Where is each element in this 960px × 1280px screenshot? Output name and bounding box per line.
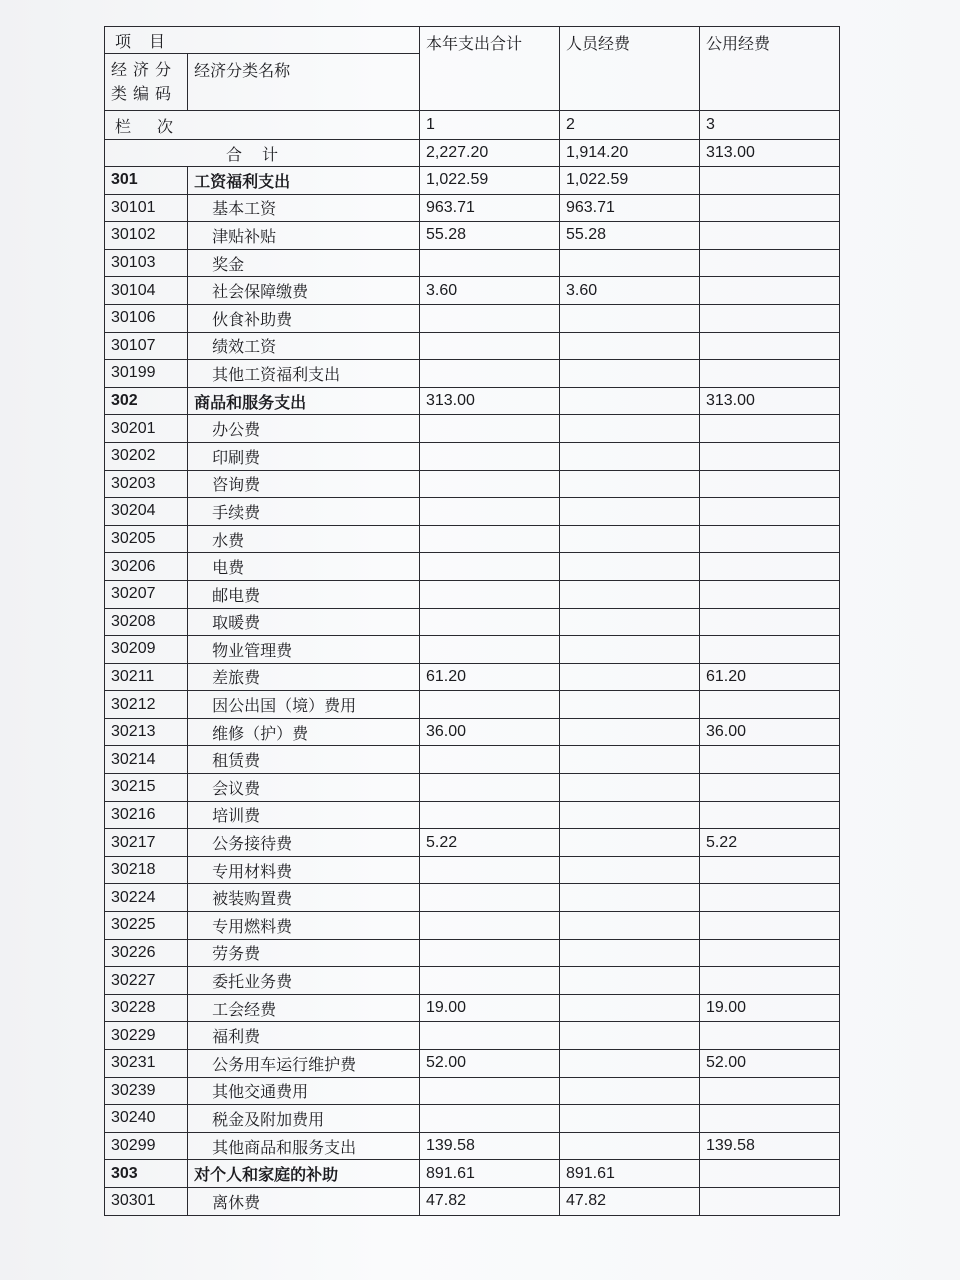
code-cell: 30217 <box>105 829 188 857</box>
name-cell: 租赁费 <box>188 746 420 774</box>
personnel-cell <box>559 856 699 884</box>
table-row <box>105 718 840 746</box>
personnel-cell <box>559 304 699 332</box>
total-cell <box>419 498 559 526</box>
table-row <box>105 636 840 664</box>
code-cell: 30102 <box>105 222 188 250</box>
name-cell: 会议费 <box>188 774 420 802</box>
personnel-cell <box>559 691 699 719</box>
code-cell: 30204 <box>105 498 188 526</box>
personnel-cell <box>559 1105 699 1133</box>
total-cell <box>419 801 559 829</box>
code-cell: 30207 <box>105 580 188 608</box>
table-row <box>105 580 840 608</box>
name-cell: 工会经费 <box>188 994 420 1022</box>
table-row <box>105 415 840 443</box>
code-cell: 30211 <box>105 663 188 691</box>
code-cell: 30218 <box>105 856 188 884</box>
col2-title-cell: 人员经费 <box>559 27 699 111</box>
personnel-cell <box>559 663 699 691</box>
table-row <box>105 249 840 277</box>
table-row <box>105 470 840 498</box>
code-cell: 30229 <box>105 1022 188 1050</box>
name-cell: 离休费 <box>188 1187 420 1215</box>
public-cell <box>699 249 839 277</box>
code-cell: 30216 <box>105 801 188 829</box>
name-cell: 税金及附加费用 <box>188 1105 420 1133</box>
code-cell: 30208 <box>105 608 188 636</box>
public-cell <box>699 1105 839 1133</box>
name-cell: 其他商品和服务支出 <box>188 1132 420 1160</box>
table-row <box>105 1160 840 1188</box>
code-cell: 30226 <box>105 939 188 967</box>
total-cell: 55.28 <box>419 222 559 250</box>
code-cell: 30106 <box>105 304 188 332</box>
personnel-cell <box>559 498 699 526</box>
total-cell: 19.00 <box>419 994 559 1022</box>
public-cell <box>699 856 839 884</box>
name-cell: 工资福利支出 <box>188 167 420 195</box>
name-cell: 基本工资 <box>188 194 420 222</box>
table-row <box>105 1077 840 1105</box>
code-cell: 30209 <box>105 636 188 664</box>
public-cell <box>699 912 839 940</box>
public-cell <box>699 801 839 829</box>
name-cell: 物业管理费 <box>188 636 420 664</box>
col1-title-cell: 本年支出合计 <box>419 27 559 111</box>
table-row <box>105 856 840 884</box>
code-cell: 30201 <box>105 415 188 443</box>
code-cell: 30240 <box>105 1105 188 1133</box>
public-cell <box>699 1187 839 1215</box>
table-row <box>105 939 840 967</box>
public-cell <box>699 360 839 388</box>
col3-title-cell: 公用经费 <box>699 27 839 111</box>
code-cell: 30299 <box>105 1132 188 1160</box>
code-cell: 30107 <box>105 332 188 360</box>
total-cell <box>419 525 559 553</box>
public-cell <box>699 415 839 443</box>
personnel-cell: 1,022.59 <box>559 167 699 195</box>
table-row <box>105 442 840 470</box>
col3-number-cell: 3 <box>699 111 839 140</box>
name-cell: 绩效工资 <box>188 332 420 360</box>
total-cell <box>419 249 559 277</box>
total-cell <box>419 442 559 470</box>
col1-number-cell: 1 <box>419 111 559 140</box>
header-row-order <box>105 111 840 140</box>
code-cell: 302 <box>105 387 188 415</box>
table-row <box>105 553 840 581</box>
personnel-cell <box>559 746 699 774</box>
row-order-label-cell: 栏次 <box>105 111 420 140</box>
table-row <box>105 829 840 857</box>
name-cell: 取暖费 <box>188 608 420 636</box>
total-cell <box>419 939 559 967</box>
table-row <box>105 912 840 940</box>
public-cell <box>699 442 839 470</box>
personnel-cell <box>559 1050 699 1078</box>
total-cell <box>419 470 559 498</box>
code-cell: 30101 <box>105 194 188 222</box>
name-cell: 奖金 <box>188 249 420 277</box>
personnel-cell <box>559 608 699 636</box>
table-row <box>105 498 840 526</box>
public-cell <box>699 332 839 360</box>
name-cell: 培训费 <box>188 801 420 829</box>
personnel-cell <box>559 415 699 443</box>
personnel-cell <box>559 553 699 581</box>
name-cell: 电费 <box>188 553 420 581</box>
personnel-cell: 891.61 <box>559 1160 699 1188</box>
table-row <box>105 167 840 195</box>
name-cell: 被装购置费 <box>188 884 420 912</box>
total-cell <box>419 360 559 388</box>
total-personnel-cell: 1,914.20 <box>559 140 699 167</box>
name-cell: 因公出国（境）费用 <box>188 691 420 719</box>
personnel-cell: 3.60 <box>559 277 699 305</box>
personnel-cell <box>559 884 699 912</box>
personnel-cell <box>559 774 699 802</box>
table-row <box>105 801 840 829</box>
public-cell <box>699 1160 839 1188</box>
name-cell: 福利费 <box>188 1022 420 1050</box>
code-cell: 30225 <box>105 912 188 940</box>
expenditure-table <box>104 26 840 1216</box>
public-cell <box>699 525 839 553</box>
total-cell <box>419 746 559 774</box>
public-cell <box>699 194 839 222</box>
table-row <box>105 277 840 305</box>
total-cell <box>419 332 559 360</box>
table-row <box>105 967 840 995</box>
total-cell <box>419 1022 559 1050</box>
total-cell <box>419 774 559 802</box>
table-row <box>105 194 840 222</box>
total-cell <box>419 304 559 332</box>
name-cell: 伙食补助费 <box>188 304 420 332</box>
total-cell <box>419 856 559 884</box>
table-row <box>105 774 840 802</box>
personnel-cell: 55.28 <box>559 222 699 250</box>
total-cell <box>419 553 559 581</box>
personnel-cell <box>559 967 699 995</box>
code-cell: 30301 <box>105 1187 188 1215</box>
table-row <box>105 691 840 719</box>
table-row <box>105 884 840 912</box>
personnel-cell: 47.82 <box>559 1187 699 1215</box>
personnel-cell <box>559 994 699 1022</box>
total-cell <box>419 608 559 636</box>
name-cell: 津贴补贴 <box>188 222 420 250</box>
public-cell: 36.00 <box>699 718 839 746</box>
name-cell: 委托业务费 <box>188 967 420 995</box>
public-cell <box>699 553 839 581</box>
total-cell: 1,022.59 <box>419 167 559 195</box>
personnel-cell <box>559 360 699 388</box>
total-cell: 5.22 <box>419 829 559 857</box>
code-cell: 30228 <box>105 994 188 1022</box>
total-cell <box>419 691 559 719</box>
code-cell: 30203 <box>105 470 188 498</box>
name-label-cell: 经济分类名称 <box>188 54 420 111</box>
code-cell: 30231 <box>105 1050 188 1078</box>
public-cell <box>699 939 839 967</box>
personnel-cell: 963.71 <box>559 194 699 222</box>
total-cell <box>419 636 559 664</box>
personnel-cell <box>559 1077 699 1105</box>
table-row <box>105 360 840 388</box>
name-cell: 维修（护）费 <box>188 718 420 746</box>
personnel-cell <box>559 580 699 608</box>
total-public-cell: 313.00 <box>699 140 839 167</box>
code-label-cell: 经济分类编码 <box>105 54 188 111</box>
code-cell: 30206 <box>105 553 188 581</box>
total-cell: 963.71 <box>419 194 559 222</box>
table-row <box>105 525 840 553</box>
public-cell <box>699 277 839 305</box>
personnel-cell <box>559 939 699 967</box>
total-cell: 47.82 <box>419 1187 559 1215</box>
name-cell: 水费 <box>188 525 420 553</box>
personnel-cell <box>559 525 699 553</box>
public-cell <box>699 636 839 664</box>
total-cell: 891.61 <box>419 1160 559 1188</box>
code-cell: 30103 <box>105 249 188 277</box>
personnel-cell <box>559 801 699 829</box>
code-cell: 30205 <box>105 525 188 553</box>
code-cell: 30104 <box>105 277 188 305</box>
total-cell <box>419 1077 559 1105</box>
name-cell: 劳务费 <box>188 939 420 967</box>
table-row <box>105 1050 840 1078</box>
public-cell: 313.00 <box>699 387 839 415</box>
total-label-cell: 合计 <box>105 140 420 167</box>
name-cell: 公务用车运行维护费 <box>188 1050 420 1078</box>
table-row <box>105 994 840 1022</box>
total-cell <box>419 884 559 912</box>
public-cell <box>699 304 839 332</box>
personnel-cell <box>559 470 699 498</box>
personnel-cell <box>559 1022 699 1050</box>
code-cell: 30224 <box>105 884 188 912</box>
public-cell <box>699 884 839 912</box>
total-cell: 313.00 <box>419 387 559 415</box>
name-cell: 办公费 <box>188 415 420 443</box>
public-cell: 52.00 <box>699 1050 839 1078</box>
col2-number-cell: 2 <box>559 111 699 140</box>
name-cell: 印刷费 <box>188 442 420 470</box>
public-cell <box>699 222 839 250</box>
public-cell <box>699 774 839 802</box>
code-cell: 30215 <box>105 774 188 802</box>
name-cell: 商品和服务支出 <box>188 387 420 415</box>
personnel-cell <box>559 912 699 940</box>
total-cell <box>419 912 559 940</box>
public-cell <box>699 167 839 195</box>
public-cell <box>699 1022 839 1050</box>
public-cell <box>699 691 839 719</box>
name-cell: 其他工资福利支出 <box>188 360 420 388</box>
public-cell <box>699 470 839 498</box>
personnel-cell <box>559 249 699 277</box>
public-cell: 5.22 <box>699 829 839 857</box>
table-row <box>105 1105 840 1133</box>
name-cell: 专用燃料费 <box>188 912 420 940</box>
personnel-cell <box>559 636 699 664</box>
code-cell: 30214 <box>105 746 188 774</box>
total-row <box>105 140 840 167</box>
name-cell: 咨询费 <box>188 470 420 498</box>
code-cell: 30212 <box>105 691 188 719</box>
total-cell: 139.58 <box>419 1132 559 1160</box>
code-cell: 30239 <box>105 1077 188 1105</box>
table-row <box>105 746 840 774</box>
table-row <box>105 1187 840 1215</box>
table-row <box>105 663 840 691</box>
name-cell: 其他交通费用 <box>188 1077 420 1105</box>
public-cell <box>699 580 839 608</box>
total-cell: 36.00 <box>419 718 559 746</box>
name-cell: 手续费 <box>188 498 420 526</box>
personnel-cell <box>559 387 699 415</box>
total-cell <box>419 415 559 443</box>
personnel-cell <box>559 332 699 360</box>
table-row <box>105 1022 840 1050</box>
total-cell: 3.60 <box>419 277 559 305</box>
table-row <box>105 304 840 332</box>
total-sum-cell: 2,227.20 <box>419 140 559 167</box>
total-cell <box>419 580 559 608</box>
personnel-cell <box>559 829 699 857</box>
personnel-cell <box>559 442 699 470</box>
total-cell <box>419 1105 559 1133</box>
name-cell: 专用材料费 <box>188 856 420 884</box>
table-row <box>105 387 840 415</box>
code-cell: 30202 <box>105 442 188 470</box>
code-cell: 30227 <box>105 967 188 995</box>
public-cell <box>699 746 839 774</box>
public-cell: 19.00 <box>699 994 839 1022</box>
code-cell: 301 <box>105 167 188 195</box>
code-cell: 30199 <box>105 360 188 388</box>
name-cell: 社会保障缴费 <box>188 277 420 305</box>
public-cell: 61.20 <box>699 663 839 691</box>
code-cell: 303 <box>105 1160 188 1188</box>
personnel-cell <box>559 718 699 746</box>
total-cell: 61.20 <box>419 663 559 691</box>
personnel-cell <box>559 1132 699 1160</box>
code-cell: 30213 <box>105 718 188 746</box>
table-row <box>105 222 840 250</box>
total-cell <box>419 967 559 995</box>
table-row <box>105 1132 840 1160</box>
public-cell: 139.58 <box>699 1132 839 1160</box>
public-cell <box>699 498 839 526</box>
item-header-cell: 项目 <box>105 27 420 54</box>
name-cell: 邮电费 <box>188 580 420 608</box>
name-cell: 差旅费 <box>188 663 420 691</box>
table-row <box>105 608 840 636</box>
public-cell <box>699 1077 839 1105</box>
name-cell: 对个人和家庭的补助 <box>188 1160 420 1188</box>
public-cell <box>699 608 839 636</box>
name-cell: 公务接待费 <box>188 829 420 857</box>
total-cell: 52.00 <box>419 1050 559 1078</box>
table-row <box>105 332 840 360</box>
public-cell <box>699 967 839 995</box>
header-row-item <box>105 27 840 54</box>
